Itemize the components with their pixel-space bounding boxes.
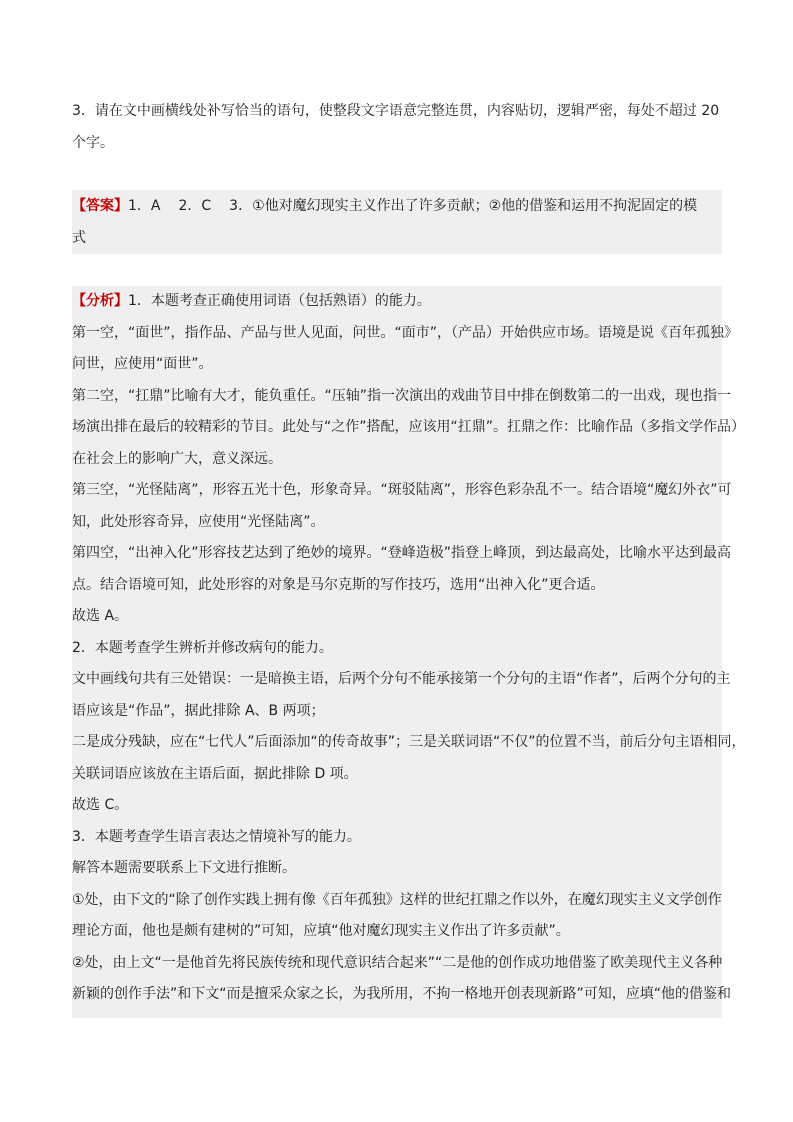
analysis-line: 在社会上的影响广大，意义深远。 bbox=[72, 450, 282, 467]
answer-2: 2．C bbox=[178, 198, 212, 214]
analysis-line: 二是成分残缺，应在“七代人”后面添加“的传奇故事”；三是关联词语“不仅”的位置不当，前后分句主语相同， bbox=[72, 734, 746, 750]
analysis-line: 第三空，“光怪陆离”，形容五光十色，形象奇异。“斑驳陆离”，形容色彩杂乱不一。结合语境“魔幻外衣”可 bbox=[72, 482, 732, 498]
analysis-line: 知，此处形容奇异，应使用“光怪陆离”。 bbox=[72, 513, 325, 530]
analysis-line: 理论方面，他也是颇有建树的”可知，应填“他对魔幻现实主义作出了许多贡献”。 bbox=[72, 923, 570, 939]
analysis-line: 语应该是“作品”，据此排除 A、B 两项； bbox=[72, 702, 325, 719]
answer-line-2: 式 bbox=[72, 230, 86, 246]
answer-1: 1．A bbox=[128, 198, 161, 214]
analysis-line: 3．本题考查学生语言表达之情境补写的能力。 bbox=[72, 828, 361, 845]
analysis-line: 2．本题考查学生辨析并修改病句的能力。 bbox=[72, 639, 333, 656]
analysis-line: 【分析】1．本题考查正确使用词语（包括熟语）的能力。 bbox=[72, 293, 431, 309]
analysis-line: 故选 C。 bbox=[72, 797, 129, 813]
analysis-line: ②处，由上文“一是他首先将民族传统和现代意识结合起来”“二是他的创作成功地借鉴了欧美现代主义各种 bbox=[72, 954, 723, 971]
question-3-line-2: 个字。 bbox=[72, 134, 114, 151]
analysis-line: 解答本题需要联系上下文进行推断。 bbox=[72, 860, 296, 876]
answer-label: 【答案】 bbox=[72, 198, 128, 214]
analysis-line: 问世，应使用“面世”。 bbox=[72, 356, 213, 372]
answer-block bbox=[72, 190, 722, 254]
analysis-line: 第二空，“扛鼎”比喻有大才，能负重任。“压轴”指一次演出的戏曲节目中排在倒数第二的一出戏，现也指一 bbox=[72, 387, 732, 404]
analysis-line: ①处，由下文的“除了创作实践上拥有像《百年孤独》这样的世纪扛鼎之作以外，在魔幻现实主义文学创作 bbox=[72, 891, 722, 908]
analysis-line: 第四空，“出神入化”形容技艺达到了绝妙的境界。“登峰造极”指登上峰顶，到达最高处，比喻水平达到最高 bbox=[72, 545, 732, 561]
analysis-block bbox=[72, 286, 746, 1018]
analysis-line: 故选 A。 bbox=[72, 608, 129, 624]
analysis-line: 第一空，“面世”，指作品、产品与世人见面，问世。“面市”，（产品）开始供应市场。语境是说《百年孤独》 bbox=[72, 324, 739, 341]
answer-line-1 bbox=[72, 190, 722, 222]
analysis-line: 场演出排在最后的较精彩的节目。此处与“之作”搭配，应该用“扛鼎”。扛鼎之作：比喻作品（多指文学作品） bbox=[72, 419, 746, 435]
answer-3-line-1: 3．①他对魔幻现实主义作出了许多贡献；②他的借鉴和运用不拘泥固定的模 bbox=[229, 198, 698, 214]
analysis-line: 点。结合语境可知，此处形容的对象是马尔克斯的写作技巧，选用“出神入化”更合适。 bbox=[72, 576, 605, 593]
analysis-line: 新颖的创作手法”和下文“而是擅采众家之长，为我所用，不拘一格地开创表现新路”可知，应填“他的借鉴和 bbox=[72, 986, 732, 1002]
analysis-line: 文中画线句共有三处错误：一是暗换主语，后两个分句不能承接第一个分句的主语“作者”，后两个分句的主 bbox=[72, 671, 731, 687]
analysis-label: 【分析】 bbox=[72, 293, 128, 309]
question-3-line-1: 3．请在文中画横线处补写恰当的语句，使整段文字语意完整连贯，内容贴切，逻辑严密，每处不超过 20 bbox=[72, 103, 720, 119]
analysis-line: 关联词语应该放在主语后面，据此排除 D 项。 bbox=[72, 765, 358, 782]
question-3 bbox=[72, 96, 722, 159]
